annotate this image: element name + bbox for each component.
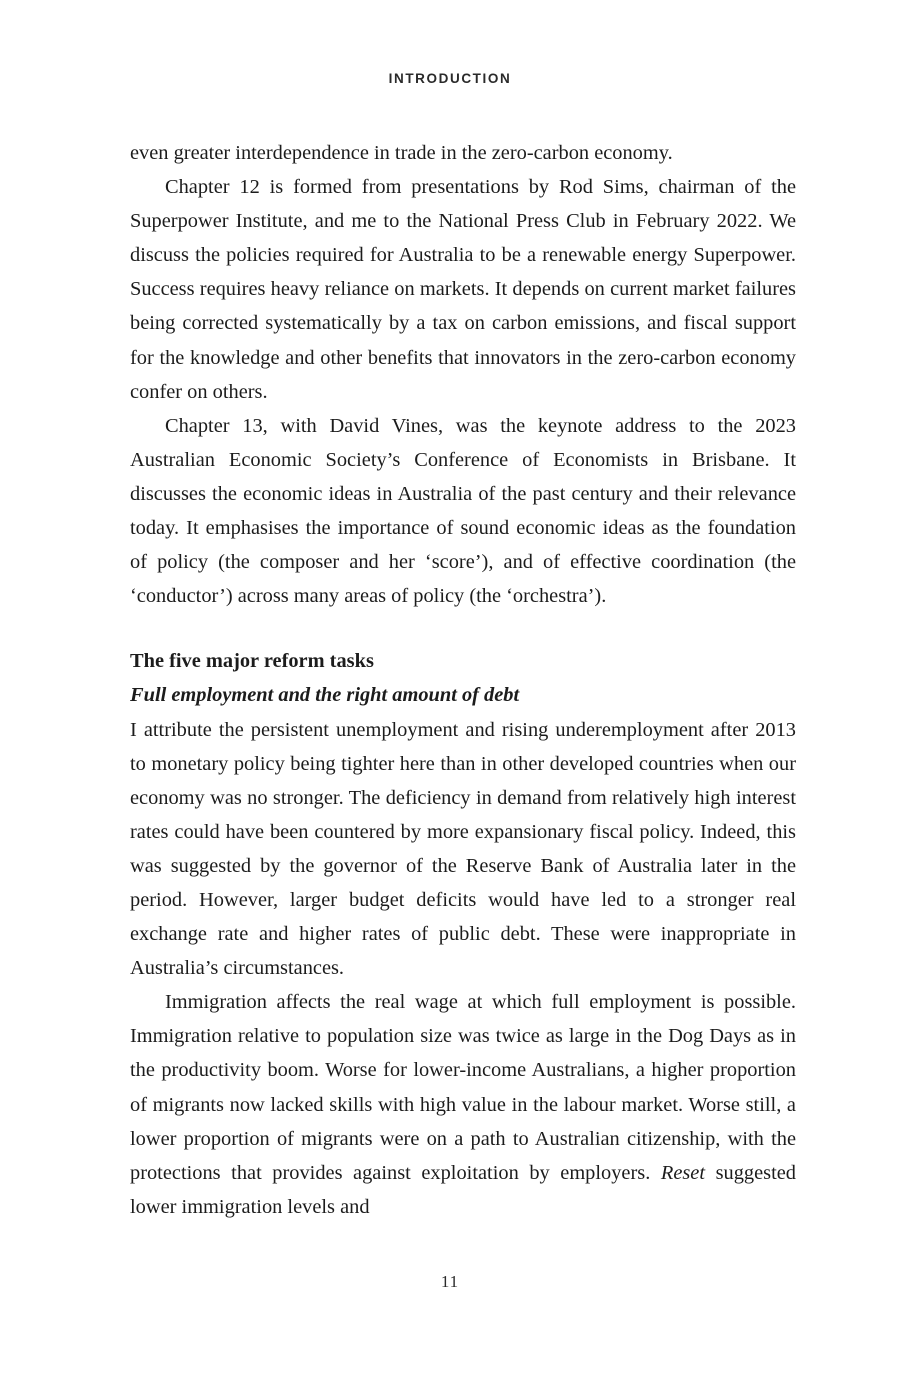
paragraph-chapter-13: Chapter 13, with David Vines, was the keynote address to the 2023 Australian Economic Society’s Conference of Economists in Brisbane. It discusses the economic ideas in Australia of the past century and their relevance today. It emphasises the importance of sound economic ideas as the foundation of policy (the composer and her ‘score’), and of effective coordination (the ‘conductor’) across many areas of policy (the ‘orchestra’). — [130, 414, 796, 608]
page-number: 11 — [440, 1272, 460, 1291]
italic-book-title: Reset — [660, 1161, 706, 1184]
sub-heading: Full employment and the right amount of debt — [130, 684, 520, 707]
paragraph-immigration-text: Immigration affects the real wage at which full employment is possible. Immigration relative to population size was twice as large in the Dog Days as in the productivity boom. Worse for lower-income Australians, a higher proportion of migrants now lacked skills with high value in the labour market. Worse still, a lower proportion of migrants were on a path to Australian citizenship, with the protections that provides against exploitation by employers. — [130, 991, 796, 1184]
paragraph-immigration-tail: suggested lower immigration levels and — [130, 1161, 797, 1218]
body-text — [130, 136, 796, 1224]
paragraph-unemployment: I attribute the persistent unemployment and rising underemployment after 2013 to monetary policy being tighter here than in other developed countries when our economy was no stronger. The deficiency in demand from relatively high interest rates could have been countered by more expansionary fiscal policy. Indeed, this was suggested by the governor of the Reserve Bank of Australia later in the period. However, larger budget deficits would have led to a stronger real exchange rate and higher rates of public debt. These were inappropriate in Australia’s circumstances. — [130, 718, 796, 980]
paragraph-continuation: even greater interdependence in trade in the zero-carbon economy. — [130, 142, 673, 164]
running-head: INTRODUCTION — [388, 71, 512, 86]
paragraph-chapter-12: Chapter 12 is formed from presentations by Rod Sims, chairman of the Superpower Institute, and me to the National Press Club in February 2022. We discuss the policies required for Australia to be a renewable energy Superpower. Success requires heavy reliance on markets. It depends on current market failures being corrected systematically by a tax on carbon emissions, and fiscal support for the knowledge and other benefits that innovators in the zero-carbon economy confer on others. — [130, 176, 796, 403]
paragraph-immigration — [130, 985, 796, 1224]
section-heading: The five major reform tasks — [130, 650, 374, 673]
